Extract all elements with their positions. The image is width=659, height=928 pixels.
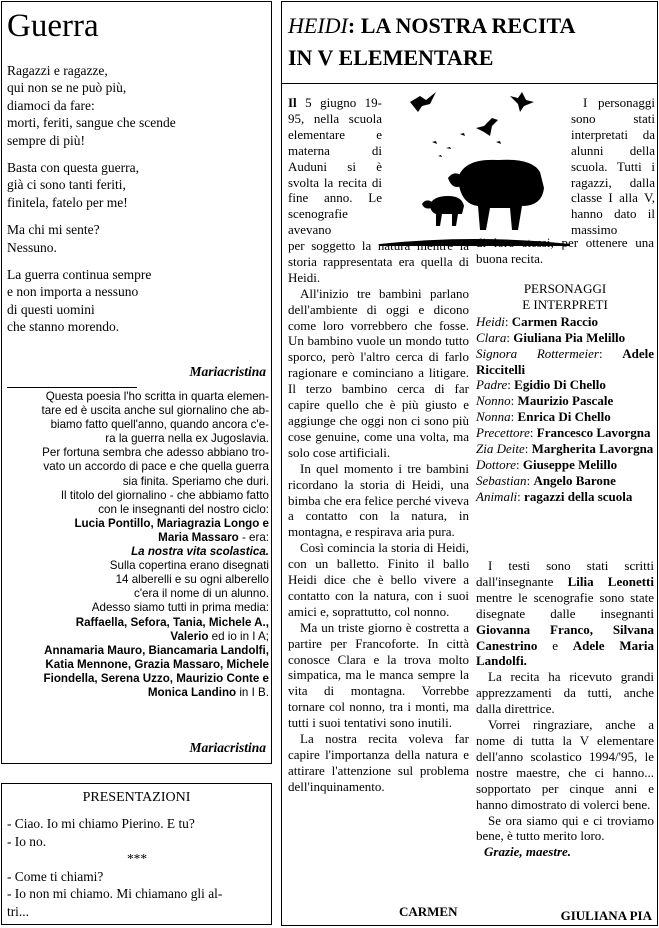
note-line: Sulla copertina erano disegnati — [109, 559, 269, 573]
note-line — [7, 658, 269, 672]
poem-line: Ma chi mi sente? — [7, 222, 100, 238]
note-line — [7, 545, 269, 559]
note-line: con le insegnanti del nostro ciclo: — [98, 502, 269, 516]
cast-role: Nonna — [476, 409, 511, 425]
paragraph: Vorrei ringraziare, anche a nome di tutta la V elementare dell'anno scolastico 1994/'95, le nostre maestre, che ci hanno... sopportato per cinque anni e hanno dimostrato di volerci bene. — [476, 717, 654, 812]
cast-entry: Zia Deite: Margherita Lavorgna — [476, 441, 654, 457]
note-signature: Mariacristina — [189, 740, 266, 755]
cast-role: Animali — [476, 488, 518, 504]
note-line: 14 alberelli e su ogni alberello — [115, 573, 269, 587]
article-col-left — [288, 238, 469, 795]
poem-stanza — [7, 62, 269, 149]
poem-line: Basta con questa guerra, — [7, 160, 139, 176]
cast-title-line: E INTERPRETI — [522, 296, 608, 312]
note-line — [7, 644, 269, 658]
cast-actor: Giuliana Pia Melillo — [513, 329, 626, 345]
heidi-title — [288, 10, 653, 74]
note-line: Adesso siamo tutti in prima media: — [91, 601, 269, 615]
credits-text: I testi sono stati scritti dall'insegnante — [476, 558, 654, 589]
cast-role: Heidi — [476, 313, 505, 329]
drop-cap: Il — [288, 95, 297, 110]
cast-title-line: PERSONAGGI — [523, 280, 607, 296]
poem-line: Nessuno. — [7, 239, 57, 255]
paragraph — [476, 558, 654, 669]
cast-actor: Egidio Di Chello — [514, 377, 606, 393]
title-text: : LA NOSTRA RECITA — [347, 13, 576, 38]
cast-actor: Francesco Lavorgna — [536, 425, 651, 441]
student-names: Raffaella, Sefora, Tania, Michele A., — [75, 615, 269, 629]
poem-line: diamoci da fare: — [7, 97, 95, 113]
student-names: Katia Mennone, Grazia Massaro, Michele — [45, 657, 269, 671]
note-text: - era: — [238, 530, 269, 544]
note-line: biamo fatto quell'anno, quando ancora c'e- — [50, 418, 269, 432]
guerra-article — [1, 1, 272, 764]
poem-line: morti, feriti, sangue che scende — [7, 115, 176, 131]
cast-actor: Maurizio Pascale — [517, 393, 614, 409]
cast-actor: Enrica Di Chello — [517, 409, 611, 425]
cast-entry: Dottore: Giuseppe Melillo — [476, 456, 618, 472]
cast-entry: Nonna: Enrica Di Chello — [476, 409, 611, 425]
thanks-line: Grazie, maestre. — [484, 844, 572, 860]
title-divider — [282, 83, 657, 84]
dialogue-line: - Io non mi chiamo. Mi chiamano gli al- — [7, 886, 223, 902]
note-line — [7, 616, 269, 630]
title-italic: HEIDI — [288, 13, 348, 38]
poem-line: già ci sono tanti feriti, — [7, 177, 126, 193]
student-names: Fiondella, Serena Uzzo, Maurizio Conte e — [43, 671, 269, 685]
note-line: Questa poesia l'ho scritta in quarta elemen- — [45, 390, 269, 403]
cast-entry: Padre: Egidio Di Chello — [476, 377, 606, 393]
bird-icon — [410, 92, 436, 112]
poem-footnote — [7, 390, 269, 700]
teacher-name: Maria Massaro — [158, 530, 239, 544]
note-divider — [7, 387, 137, 388]
poem-line: e non importa a nessuno — [7, 284, 139, 300]
cast-role: Precettore — [476, 425, 530, 441]
credit-name: Adele Maria Landolfi. — [476, 637, 654, 669]
paragraph: Ma un triste giorno è costretta a partire per Francoforte. In città conosce Clara e la trova molto simpatica, ma le manca sempre la vita di montagna. Vorrebbe tornare col nonno, tra i monti, ma tutti i suoi tentativi sono inutili. — [288, 619, 469, 731]
paragraph: La nostra recita voleva far capire l'importanza della natura e attirare l'attenzione sul problema dell'inquinamento. — [288, 731, 469, 794]
credit-name: Giovanna Franco, Silvana Canestrino — [476, 621, 654, 653]
paragraph: Così comincia la storia di Heidi, con un balletto. Finito il ballo Heidi dice che è bello vivere a contatto con la natura, con i suoi amici e, soprattutto, col nonno. — [288, 540, 469, 619]
paragraph: per soggetto la natura mentre la storia rappresentata era quella di Heidi. — [288, 238, 469, 285]
note-line — [7, 686, 269, 700]
poem-line: di questi uomini — [7, 301, 95, 317]
poem — [7, 62, 269, 346]
article-intro — [288, 95, 382, 238]
cast-role: Nonno — [476, 393, 511, 409]
cast-role: Sebastian — [476, 472, 527, 488]
cast-role: Signora Rottermeier — [476, 345, 599, 361]
note-line — [7, 672, 269, 686]
cast-actor: Margherita Lavorgna — [531, 441, 654, 457]
bird-icon — [476, 118, 498, 136]
cast-title — [476, 281, 654, 313]
poem-line: Ragazzi e ragazze, — [7, 63, 108, 78]
article-col-credits — [476, 558, 654, 860]
student-names: Valerio — [170, 629, 209, 643]
note-text: ed io in I A; — [208, 629, 269, 643]
note-line — [7, 630, 269, 644]
author-signature: GIULIANA PIA — [560, 908, 652, 923]
bird-icon — [510, 92, 534, 112]
cast-role: Dottore — [476, 456, 516, 472]
paragraph: All'inizio tre bambini parlano dell'ambiente di oggi e dicono come loro vorrebbero che fosse. Un bambino vuole un mondo tutto sporco, però l'altro cerca di farlo ragionare e cominciano a litigare. Il terzo bambino cerca di far capire quello che è più giusto e aggiunge che oggi non ci sono più cose genuine, come una volta, ma solo cose artificiali. — [288, 285, 469, 460]
teacher-names: Lucia Pontillo, Mariagrazia Longo e — [74, 516, 269, 530]
cast-actor: Giuseppe Melillo — [522, 456, 618, 472]
presentazioni-title: PRESENTAZIONI — [82, 790, 191, 805]
note-line: Per fortuna sembra che adesso abbiano tro- — [42, 446, 269, 460]
credit-name: Lilia Leonetti — [567, 573, 654, 589]
journal-title: La nostra vita scolastica. — [131, 545, 269, 559]
paragraph: di loro stessi, per ottenere una buona recita. — [476, 235, 654, 266]
credits-text: e — [537, 637, 573, 653]
article-col-personaggi — [571, 95, 655, 238]
note-line: ra la guerra nella ex Jugoslavia. — [105, 432, 269, 446]
separator: *** — [126, 851, 148, 867]
note-line: tare ed è uscita anche sul giornalino che ab- — [41, 404, 269, 418]
presentazioni-body — [7, 815, 267, 921]
bird-small-icon — [432, 133, 501, 157]
student-names: Monica Landino — [147, 685, 237, 699]
poem-stanza — [7, 221, 269, 256]
poem-line: La guerra continua sempre — [7, 267, 152, 283]
student-names: Annamaria Mauro, Biancamaria Landolfi, — [44, 643, 269, 657]
note-line: Il titolo del giornalino - che abbiamo fatto — [60, 488, 269, 502]
intro-text: 5 giugno 19-95, nella scuola elementare e materna di Auduni si è svolta la recita di fine anno. Le scenografie avevano — [288, 95, 382, 238]
credits-text: mentre le scenografie sono state disegnate dalle insegnanti — [476, 589, 654, 621]
poem-line: qui non se ne può più, — [7, 80, 127, 96]
cast-actor: Carmen Raccio — [511, 313, 599, 329]
presentazioni-box — [1, 783, 272, 925]
note-line: c'era il nome di un alunno. — [134, 587, 269, 601]
poem-line: finitela, fatelo per me! — [7, 194, 128, 210]
note-line — [7, 517, 269, 531]
cast-entry: Heidi: Carmen Raccio — [476, 313, 599, 329]
paragraph: I personaggi sono stati interpretati da alunni della scuola. Tutti i ragazzi, dalla classe I alla V, hanno dato il massimo — [571, 95, 655, 238]
nature-illustration — [380, 86, 570, 246]
note-text: in I B. — [236, 685, 269, 699]
cast-entry: Precettore: Francesco Lavorgna — [476, 425, 651, 441]
dialogue-line: - Come ti chiami? — [7, 868, 104, 884]
dialogue-line: tri... — [7, 903, 29, 919]
cast-role: Padre — [476, 377, 508, 393]
poem-stanza — [7, 266, 269, 336]
cast-entry: Signora Rottermeier: Adele Riccitelli — [476, 345, 654, 377]
title-text: IN V ELEMENTARE — [288, 45, 494, 70]
cast-role: Clara — [476, 329, 507, 345]
lamb-icon — [422, 196, 464, 226]
cast-entry: Clara: Giuliana Pia Melillo — [476, 329, 626, 345]
sheep-icon — [448, 160, 544, 230]
cast-entry: Animali: ragazzi della scuola — [476, 488, 633, 504]
cast-role: Zia Deite — [476, 441, 525, 457]
heidi-article — [281, 1, 658, 926]
dialogue-line: - Ciao. Io mi chiamo Pierino. E tu? — [7, 816, 195, 831]
note-line — [7, 531, 269, 545]
article-col-right — [476, 235, 654, 505]
note-line: sia finita. Speriamo che duri. — [122, 474, 269, 488]
dialogue-line: - Io no. — [7, 833, 47, 849]
paragraph: La recita ha ricevuto grandi apprezzamenti da tutti, anche dalla direttrice. — [476, 669, 654, 717]
poem-stanza — [7, 159, 269, 211]
guerra-title: Guerra — [7, 8, 99, 44]
note-line: vato un accordo di pace e che quella guerra — [43, 460, 269, 474]
cast-entry: Nonno: Maurizio Pascale — [476, 393, 614, 409]
paragraph: In quel momento i tre bambini ricordano la storia di Heidi, una bimba che era felice perché viveva a contatto con la natura, in montagna, e respirava aria pura. — [288, 460, 469, 540]
cast-actor: Angelo Barone — [533, 472, 616, 488]
author-signature: CARMEN — [399, 904, 458, 919]
poem-line: sempre di più! — [7, 132, 85, 148]
poem-line: che stanno morendo. — [7, 319, 120, 335]
cast-entry: Sebastian: Angelo Barone — [476, 472, 616, 488]
poem-signature: Mariacristina — [189, 364, 266, 379]
paragraph: Se ora siamo qui e ci troviamo bene, è tutto merito loro. — [476, 812, 654, 844]
cast-actor: ragazzi della scuola — [524, 488, 633, 504]
cast-actor: Adele Riccitelli — [476, 345, 654, 377]
